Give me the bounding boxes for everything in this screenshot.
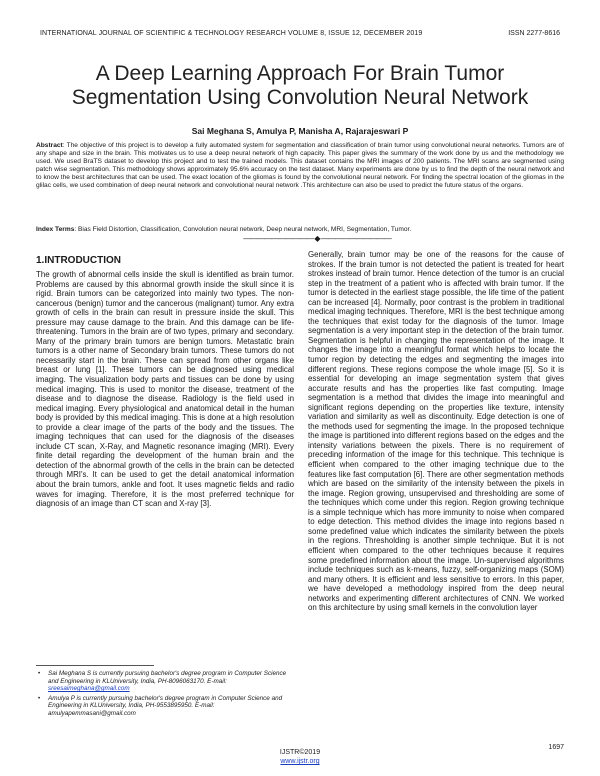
body-column-right: Generally, brain tumor may be one of the reasons for the cause of strokes. If the brain tumor is not detected the patient is treated for heart strokes instead of brain tumor. Hence detection of the tumor is an crucial step in the treatment of a patient who is affected with brain tumor. If the tumor is detected in the earliest stage possible, the life time of the patient can be increased [4]. Normally, poor contrast is the problem in traditional medical imaging techniques. Therefore, MRI is the best technique among the techniques that exist today for the diagnosis of the tumor. Image segmentation is a very important step in the detection of the brain tumor. Segmentation is helpful in changing the representation of the image. It changes the image into a meaningful format which helps to locate the tumor region by detecting the edges and segmenting the images into different regions. These regions compose the whole image [5]. So it is essential for developing an image segmentation system that gives accurate results and has the properties like fast computing. Image segmentation is a method that divides the image into meaningful and significant regions depending on the properties like texture, intensity variation and similarity as well as discontinuity. Edge detection is one of the methods used for segmenting the image. In the proposed technique the image is partitioned into different regions based on the edges and the intensity variations between the pixels. There is no requirement of preceding information of the image for this technique. This technique is efficient when compared to the other imaging technique due to the features like fast computation [6]. There are other segmentation methods which are based on the similarity of the intensity between the pixels in the image. Region growing, unsupervised and thresholding are some of the techniques which come under this region. Region growing technique is a simple technique which has more immunity to noise when compared to edge detection. This method divides the image into regions based n some predefined value which indicates the similarity between the pixels in the regions. Thresholding is another simple technique. But it is not efficient when compared to the other techniques because it requires some predefined information about the image. Un-supervised algorithms include techniques such as k-means, fuzzy, self-organizing maps (SOM) and many others. It is efficient and less sensitive to errors. In this paper, we have developed a methodology inspired from the deep neural networks and experimenting different architectures of CNN. We worked on this architecture by using small kernels in the convolution layer bbox=[308, 250, 564, 613]
footnote-item bbox=[36, 670, 294, 693]
bullet-icon: • bbox=[38, 670, 41, 677]
footnote-text: Sai Meghana S is currently pursuing bachelor's degree program in Computer Science and Engineering in KLUniversity, India, PH-8096063170. E-mail: bbox=[48, 670, 287, 685]
page-footer bbox=[0, 748, 600, 766]
footnote-divider bbox=[36, 665, 154, 666]
abstract-label: Abstract bbox=[36, 142, 63, 149]
footnotes bbox=[36, 670, 294, 720]
footnote-text: Amulya P is currently pursuing bachelor's degree program in Computer Science and Engineering in KLUniversity, India, PH-9553895950. E-mail: bbox=[48, 694, 283, 710]
issn: ISSN 2277-8616 bbox=[508, 30, 560, 37]
footnote-item bbox=[36, 695, 294, 718]
section-separator: —————————— ◆ —————————— bbox=[243, 234, 391, 243]
journal-name: INTERNATIONAL JOURNAL OF SCIENTIFIC & TECHNOLOGY RESEARCH VOLUME 8, ISSUE 12, DECEMBER 2019 bbox=[40, 30, 423, 37]
footer-url-link[interactable]: www.ijstr.org bbox=[280, 758, 320, 765]
index-terms bbox=[36, 226, 564, 234]
title-line-2: Segmentation Using Convolution Neural Network bbox=[71, 86, 529, 109]
running-header bbox=[40, 30, 560, 42]
index-terms-text: : Bias Field Distortion, Classification, Convolution neural network, Deep neural network, MRI, Segmentation, Tumor. bbox=[74, 226, 412, 233]
page-number: 1697 bbox=[548, 744, 564, 751]
abstract-text: : The objective of this project is to develop a fully automated system for segmentation and classification of brain tumor using convolutional neural networks. Tumors are of any shape and size in the brain. This motivates us to use a deep neural network of high capacity. This paper gives the summary of the work done by us and the methodology we used. We used BraTS dataset to develop this project and to test the trained models. This dataset contains the MRI images of 200 patients. The MRI scans are segmented using patch wise segmentation. This methodology shows approximately 95.6% accuracy on the test dataset. Many experiments are done by us to find the depth of the neural network and to know the best architectures that can be used. The exact location of the gliomas is found by the convolutional neural network. For finding the spectral location of the gliomas in the glilac cells, we used combination of deep neural network and convolutional neural network .This architecture can also be used to predict the future status of the organs. bbox=[36, 142, 564, 190]
footer-copyright: IJSTR©2019 bbox=[279, 749, 321, 756]
author-list: Sai Meghana S, Amulya P, Manisha A, Rajarajeswari P bbox=[191, 126, 409, 136]
index-terms-label: Index Terms bbox=[36, 226, 75, 233]
bullet-icon: • bbox=[38, 694, 41, 702]
title-line-1: A Deep Learning Approach For Brain Tumor bbox=[95, 62, 505, 85]
email-text: amulyapemmasani@gmail.com bbox=[48, 709, 136, 717]
email-link[interactable]: sreesaimeghana@gmail.com bbox=[48, 685, 130, 693]
paper-title bbox=[40, 62, 560, 110]
section-heading: 1.INTRODUCTION bbox=[36, 255, 121, 266]
body-column-left: The growth of abnormal cells inside the skull is identified as brain tumor. Problems are caused by this abnormal growth inside the skull since it is rigid. Brain tumors can be categorized into mainly two types. The non-cancerous (benign) tumor and the cancerous (malignant) tumor. Any extra growth of cells in the brain can result in pressure inside the skull. This pressure may cause damage to the brain. And this damage can be life-threatening. Tumors in the brain are of two types, primary and secondary. Many of the primary brain tumors are benign tumors. Metastatic brain tumors is a other name of Secondary brain tumors. These tumors do not necessarily start in the brain. These can spread from other organs like breast or lung [1]. These tumors can be diagnosed using medical imaging. The visualization body parts and tissues can be done by using medical imaging. This is used to monitor the disease, treatment of the disease and to diagnose the disease. Radiology is the field used in medical imaging. Every physiological and anatomical detail in the human body is provided by this medical imaging. This is done at a high resolution to provide a clear image of the parts of the body and the tissues. The imaging techniques that can used for the diagnosis of the diseases include CT scan, X-Ray, and Magnetic resonance imaging (MRI). Every finite detail regarding the development of the human brain and the detection of the abnormal growth of the cells in the brain can be detected through MRI's. It can be used to get the detail anatomical information about the brain tumors, ankle and foot. It uses magnetic fields and radio waves for imaging. Therefore, it is the most preferred technique for diagnosis of an image than CT scan and X-ray [3]. bbox=[36, 270, 294, 509]
abstract bbox=[36, 142, 564, 191]
